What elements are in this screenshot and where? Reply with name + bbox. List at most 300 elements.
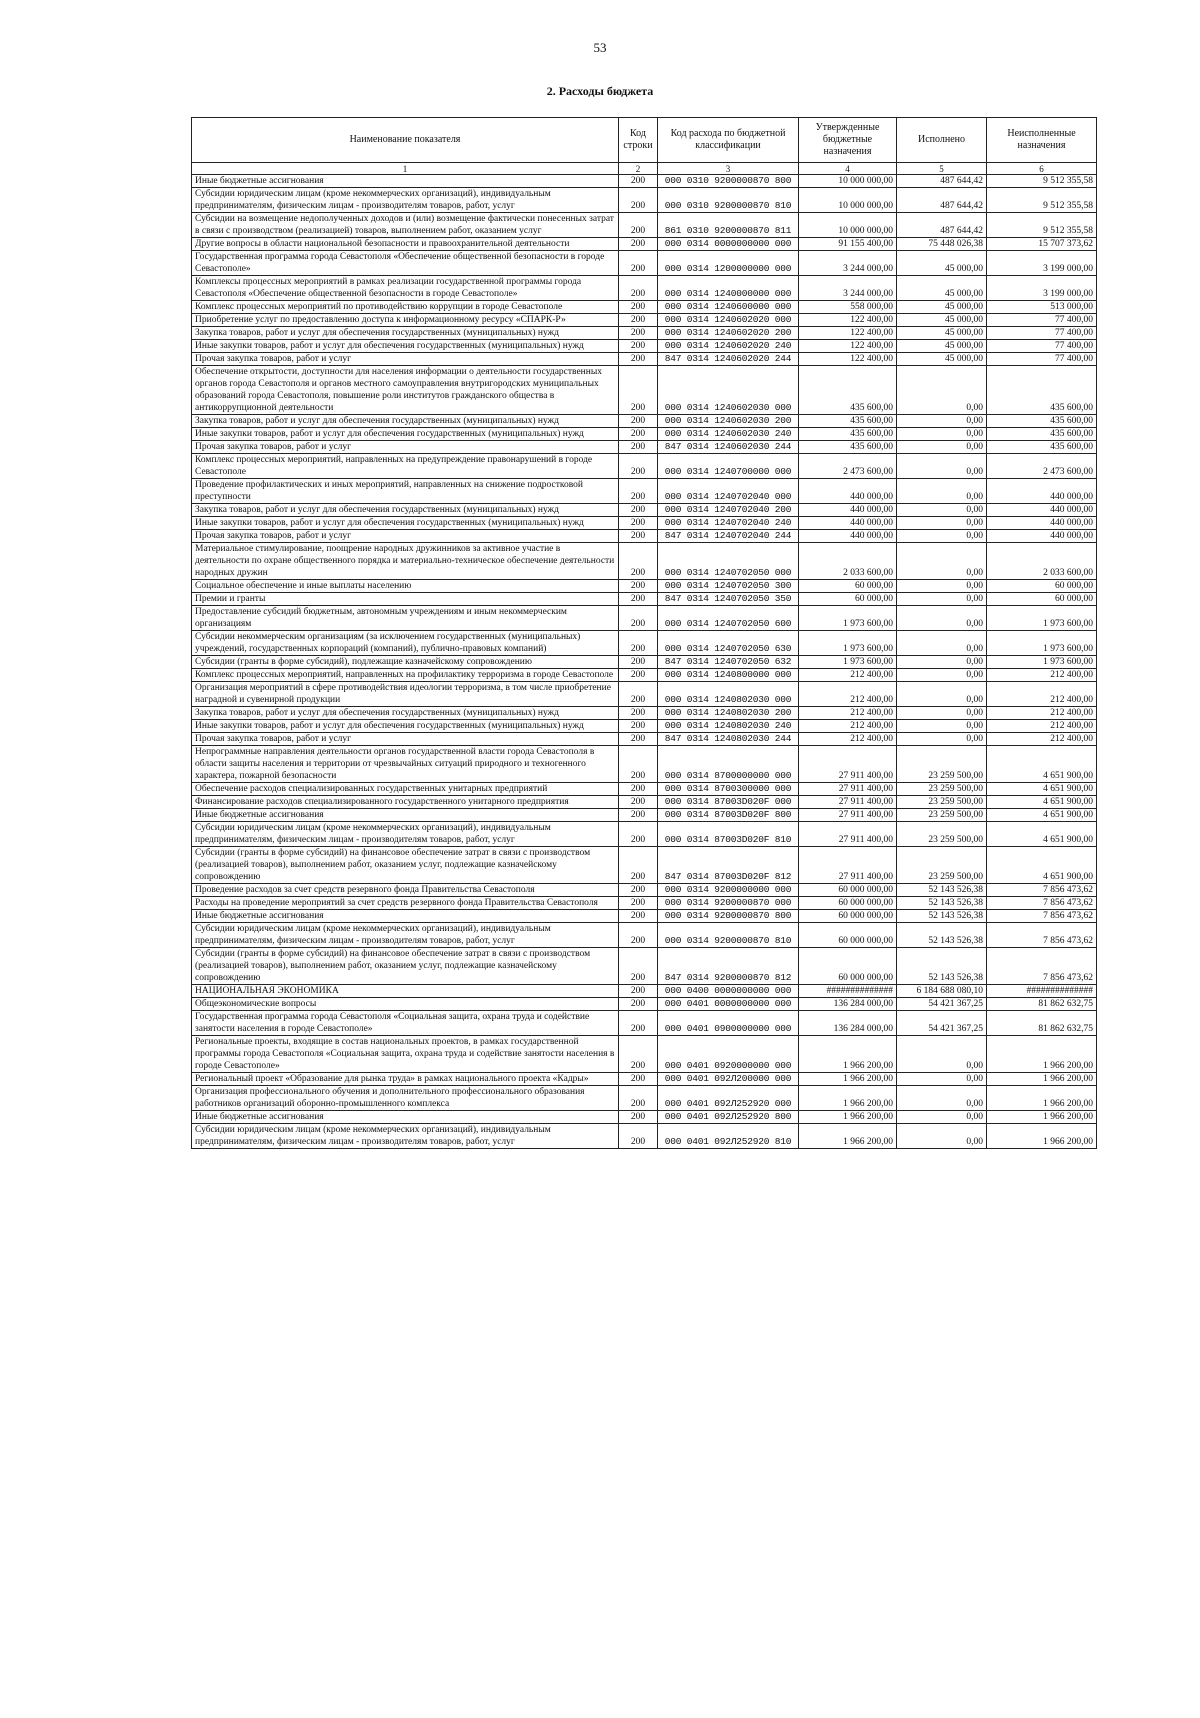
classification-code: 000 0314 1240702040 000 (658, 479, 799, 504)
table-row (192, 809, 1097, 822)
executed-amount: 52 143 526,38 (897, 897, 987, 910)
approved-amount: 91 155 400,00 (799, 238, 897, 251)
approved-amount: 435 600,00 (799, 441, 897, 454)
table-row (192, 340, 1097, 353)
approved-amount: 60 000 000,00 (799, 923, 897, 948)
row-code: 200 (619, 923, 658, 948)
unexecuted-amount: 4 651 900,00 (987, 783, 1097, 796)
approved-amount: 435 600,00 (799, 428, 897, 441)
executed-amount: 45 000,00 (897, 301, 987, 314)
classification-code: 000 0314 1240000000 000 (658, 276, 799, 301)
unexecuted-amount: 60 000,00 (987, 593, 1097, 606)
approved-amount: 60 000 000,00 (799, 884, 897, 897)
table-row (192, 441, 1097, 454)
row-name: Иные закупки товаров, работ и услуг для обеспечения государственных (муниципальных) нужд (192, 428, 619, 441)
approved-amount: 27 911 400,00 (799, 809, 897, 822)
row-code: 200 (619, 340, 658, 353)
table-row (192, 631, 1097, 656)
page-title: 2. Расходы бюджета (546, 84, 654, 98)
unexecuted-amount: 7 856 473,62 (987, 948, 1097, 985)
table-row (192, 656, 1097, 669)
classification-code: 000 0314 9200000870 810 (658, 923, 799, 948)
table-row (192, 314, 1097, 327)
row-name: Прочая закупка товаров, работ и услуг (192, 441, 619, 454)
unexecuted-amount: 440 000,00 (987, 479, 1097, 504)
unexecuted-amount: 60 000,00 (987, 580, 1097, 593)
column-number: 2 (619, 163, 658, 175)
row-code: 200 (619, 606, 658, 631)
table-row (192, 884, 1097, 897)
approved-amount: 122 400,00 (799, 353, 897, 366)
executed-amount: 0,00 (897, 1086, 987, 1111)
classification-code: 000 0401 0000000000 000 (658, 998, 799, 1011)
row-code: 200 (619, 682, 658, 707)
unexecuted-amount: 1 966 200,00 (987, 1124, 1097, 1149)
unexecuted-amount: 212 400,00 (987, 733, 1097, 746)
table-row (192, 948, 1097, 985)
row-code: 200 (619, 998, 658, 1011)
classification-code: 847 0314 1240602030 244 (658, 441, 799, 454)
executed-amount: 0,00 (897, 479, 987, 504)
row-code: 200 (619, 428, 658, 441)
row-code: 200 (619, 517, 658, 530)
row-name: Субсидии некоммерческим организациям (за исключением государственных (муниципальных) учреждений, государственных корпораций (компаний), публично-правовых компаний) (192, 631, 619, 656)
unexecuted-amount: 9 512 355,58 (987, 175, 1097, 188)
unexecuted-amount: 4 651 900,00 (987, 746, 1097, 783)
table-row (192, 1036, 1097, 1073)
row-name: Проведение расходов за счет средств резервного фонда Правительства Севастополя (192, 884, 619, 897)
row-name: Закупка товаров, работ и услуг для обеспечения государственных (муниципальных) нужд (192, 707, 619, 720)
executed-amount: 52 143 526,38 (897, 884, 987, 897)
row-code: 200 (619, 454, 658, 479)
row-code: 200 (619, 631, 658, 656)
approved-amount: 27 911 400,00 (799, 822, 897, 847)
column-number: 3 (658, 163, 799, 175)
executed-amount: 23 259 500,00 (897, 809, 987, 822)
classification-code: 000 0314 1240602020 200 (658, 327, 799, 340)
row-code: 200 (619, 415, 658, 428)
classification-code: 000 0314 1240602030 200 (658, 415, 799, 428)
table-row (192, 1124, 1097, 1149)
row-code: 200 (619, 543, 658, 580)
unexecuted-amount: 2 473 600,00 (987, 454, 1097, 479)
approved-amount: 1 973 600,00 (799, 631, 897, 656)
classification-code: 000 0314 1240600000 000 (658, 301, 799, 314)
classification-code: 847 0314 1240702050 350 (658, 593, 799, 606)
executed-amount: 45 000,00 (897, 251, 987, 276)
classification-code: 000 0314 0000000000 000 (658, 238, 799, 251)
executed-amount: 487 644,42 (897, 188, 987, 213)
classification-code: 000 0314 8700300000 000 (658, 783, 799, 796)
row-name: Субсидии юридическим лицам (кроме некоммерческих организаций), индивидуальным предпринимателям, физическим лицам - производителям товаров, работ, услуг (192, 822, 619, 847)
approved-amount: 1 966 200,00 (799, 1124, 897, 1149)
classification-code: 000 0314 1240702040 200 (658, 504, 799, 517)
unexecuted-amount: 4 651 900,00 (987, 822, 1097, 847)
classification-code: 000 0401 0900000000 000 (658, 1011, 799, 1036)
executed-amount: 0,00 (897, 366, 987, 415)
executed-amount: 487 644,42 (897, 175, 987, 188)
executed-amount: 45 000,00 (897, 276, 987, 301)
approved-amount: 3 244 000,00 (799, 276, 897, 301)
approved-amount: 558 000,00 (799, 301, 897, 314)
classification-code: 847 0314 1240802030 244 (658, 733, 799, 746)
approved-amount: 60 000,00 (799, 593, 897, 606)
table-row (192, 720, 1097, 733)
header-row-code: Код строки (619, 118, 658, 163)
approved-amount: 435 600,00 (799, 415, 897, 428)
table-row (192, 530, 1097, 543)
column-number: 4 (799, 163, 897, 175)
executed-amount: 0,00 (897, 720, 987, 733)
row-code: 200 (619, 847, 658, 884)
classification-code: 000 0310 9200000870 800 (658, 175, 799, 188)
row-name: Субсидии юридическим лицам (кроме некоммерческих организаций), индивидуальным предпринимателям, физическим лицам - производителям товаров, работ, услуг (192, 1124, 619, 1149)
header-unexecuted: Неисполненные назначения (987, 118, 1097, 163)
table-row (192, 428, 1097, 441)
unexecuted-amount: 1 966 200,00 (987, 1036, 1097, 1073)
row-name: Непрограммные направления деятельности органов государственной власти города Севастополя в области защиты населения и территории от чрезвычайных ситуаций природного и техногенного характера, пожарной безопасности (192, 746, 619, 783)
unexecuted-amount: 440 000,00 (987, 530, 1097, 543)
row-code: 200 (619, 985, 658, 998)
table-row (192, 1073, 1097, 1086)
approved-amount: 1 973 600,00 (799, 606, 897, 631)
classification-code: 847 0314 87003D020F 812 (658, 847, 799, 884)
classification-code: 000 0314 1240602020 000 (658, 314, 799, 327)
row-name: Приобретение услуг по предоставлению доступа к информационному ресурсу «СПАРК-Р» (192, 314, 619, 327)
executed-amount: 0,00 (897, 707, 987, 720)
approved-amount: 2 473 600,00 (799, 454, 897, 479)
classification-code: 000 0400 0000000000 000 (658, 985, 799, 998)
executed-amount: 0,00 (897, 1073, 987, 1086)
row-code: 200 (619, 353, 658, 366)
table-row (192, 276, 1097, 301)
unexecuted-amount: 1 973 600,00 (987, 656, 1097, 669)
row-name: Проведение профилактических и иных мероприятий, направленных на снижение подростковой преступности (192, 479, 619, 504)
approved-amount: 60 000 000,00 (799, 948, 897, 985)
executed-amount: 0,00 (897, 733, 987, 746)
row-code: 200 (619, 720, 658, 733)
row-name: Государственная программа города Севастополя «Социальная защита, охрана труда и содействие занятости населения в городе Севастополе» (192, 1011, 619, 1036)
approved-amount: 440 000,00 (799, 530, 897, 543)
classification-code: 000 0314 1240602030 240 (658, 428, 799, 441)
unexecuted-amount: 7 856 473,62 (987, 910, 1097, 923)
row-code: 200 (619, 884, 658, 897)
executed-amount: 23 259 500,00 (897, 783, 987, 796)
row-code: 200 (619, 1111, 658, 1124)
classification-code: 000 0314 1240802030 200 (658, 707, 799, 720)
unexecuted-amount: 3 199 000,00 (987, 276, 1097, 301)
approved-amount: 1 966 200,00 (799, 1111, 897, 1124)
executed-amount: 23 259 500,00 (897, 847, 987, 884)
unexecuted-amount: 7 856 473,62 (987, 897, 1097, 910)
row-name: Закупка товаров, работ и услуг для обеспечения государственных (муниципальных) нужд (192, 327, 619, 340)
row-code: 200 (619, 1086, 658, 1111)
row-code: 200 (619, 301, 658, 314)
unexecuted-amount: 81 862 632,75 (987, 998, 1097, 1011)
approved-amount: 136 284 000,00 (799, 1011, 897, 1036)
row-name: Прочая закупка товаров, работ и услуг (192, 353, 619, 366)
header-executed: Исполнено (897, 118, 987, 163)
row-name: Региональные проекты, входящие в состав национальных проектов, в рамках государственной программы города Севастополя «Социальная защита, охрана труда и содействие занятости населения в городе Севастополе» (192, 1036, 619, 1073)
table-row (192, 783, 1097, 796)
unexecuted-amount: 15 707 373,62 (987, 238, 1097, 251)
classification-code: 847 0314 1240602020 244 (658, 353, 799, 366)
unexecuted-amount: 212 400,00 (987, 682, 1097, 707)
row-name: Субсидии юридическим лицам (кроме некоммерческих организаций), индивидуальным предпринимателям, физическим лицам - производителям товаров, работ, услуг (192, 188, 619, 213)
approved-amount: 1 973 600,00 (799, 656, 897, 669)
table-row (192, 238, 1097, 251)
unexecuted-amount: 1 966 200,00 (987, 1111, 1097, 1124)
executed-amount: 0,00 (897, 631, 987, 656)
classification-code: 000 0314 1240700000 000 (658, 454, 799, 479)
header-row (192, 118, 1097, 163)
row-code: 200 (619, 251, 658, 276)
row-code: 200 (619, 276, 658, 301)
executed-amount: 0,00 (897, 580, 987, 593)
unexecuted-amount: 7 856 473,62 (987, 923, 1097, 948)
budget-expenses-table (191, 117, 1097, 1149)
classification-code: 000 0401 0920000000 000 (658, 1036, 799, 1073)
classification-code: 000 0314 1240702050 000 (658, 543, 799, 580)
table-row (192, 543, 1097, 580)
table-body (192, 175, 1097, 1149)
column-number-row (192, 163, 1097, 175)
executed-amount: 0,00 (897, 530, 987, 543)
unexecuted-amount: 1 973 600,00 (987, 631, 1097, 656)
classification-code: 847 0314 1240702040 244 (658, 530, 799, 543)
row-code: 200 (619, 1011, 658, 1036)
table-row (192, 353, 1097, 366)
table-row (192, 517, 1097, 530)
unexecuted-amount: 212 400,00 (987, 669, 1097, 682)
approved-amount: 435 600,00 (799, 366, 897, 415)
approved-amount: 60 000 000,00 (799, 910, 897, 923)
header-approved: Утвержденные бюджетные назначения (799, 118, 897, 163)
row-name: Иные закупки товаров, работ и услуг для обеспечения государственных (муниципальных) нужд (192, 517, 619, 530)
executed-amount: 0,00 (897, 454, 987, 479)
row-name: Социальное обеспечение и иные выплаты населению (192, 580, 619, 593)
row-name: Обеспечение открытости, доступности для населения информации о деятельности государственных органов города Севастополя и органов местного самоуправления внутригородских муниципальных образований города Севастополя, повышение роли институтов гражданского общества в антикоррупционной деятельности (192, 366, 619, 415)
executed-amount: 52 143 526,38 (897, 910, 987, 923)
table-row (192, 897, 1097, 910)
executed-amount: 0,00 (897, 517, 987, 530)
executed-amount: 0,00 (897, 543, 987, 580)
row-name: Субсидии (гранты в форме субсидий), подлежащие казначейскому сопровождению (192, 656, 619, 669)
row-name: Обеспечение расходов специализированных государственных унитарных предприятий (192, 783, 619, 796)
row-code: 200 (619, 809, 658, 822)
approved-amount: 3 244 000,00 (799, 251, 897, 276)
executed-amount: 0,00 (897, 1124, 987, 1149)
table-row (192, 746, 1097, 783)
approved-amount: 10 000 000,00 (799, 188, 897, 213)
approved-amount: 122 400,00 (799, 314, 897, 327)
table-row (192, 504, 1097, 517)
row-name: Прочая закупка товаров, работ и услуг (192, 530, 619, 543)
column-number: 5 (897, 163, 987, 175)
row-name: Закупка товаров, работ и услуг для обеспечения государственных (муниципальных) нужд (192, 504, 619, 517)
row-code: 200 (619, 314, 658, 327)
table-row (192, 985, 1097, 998)
executed-amount: 23 259 500,00 (897, 822, 987, 847)
executed-amount: 0,00 (897, 606, 987, 631)
unexecuted-amount: 9 512 355,58 (987, 213, 1097, 238)
row-code: 200 (619, 441, 658, 454)
executed-amount: 0,00 (897, 669, 987, 682)
row-code: 200 (619, 783, 658, 796)
approved-amount: 122 400,00 (799, 340, 897, 353)
executed-amount: 0,00 (897, 504, 987, 517)
unexecuted-amount: 4 651 900,00 (987, 847, 1097, 884)
approved-amount: 212 400,00 (799, 707, 897, 720)
row-code: 200 (619, 822, 658, 847)
row-code: 200 (619, 910, 658, 923)
approved-amount: 60 000,00 (799, 580, 897, 593)
row-name: Иные бюджетные ассигнования (192, 1111, 619, 1124)
table-row (192, 1111, 1097, 1124)
row-code: 200 (619, 1124, 658, 1149)
row-name: Комплексы процессных мероприятий в рамках реализации государственной программы города Севастополя «Обеспечение общественной безопасности в городе Севастополе» (192, 276, 619, 301)
row-name: Финансирование расходов специализированного государственного унитарного предприятия (192, 796, 619, 809)
approved-amount: 1 966 200,00 (799, 1036, 897, 1073)
table-row (192, 188, 1097, 213)
unexecuted-amount: 1 966 200,00 (987, 1073, 1097, 1086)
executed-amount: 23 259 500,00 (897, 796, 987, 809)
approved-amount: 1 966 200,00 (799, 1073, 897, 1086)
executed-amount: 0,00 (897, 428, 987, 441)
row-name: Субсидии (гранты в форме субсидий) на финансовое обеспечение затрат в связи с производством (реализацией товаров), выполнением работ, оказанием услуг, подлежащие казначейскому сопровождению (192, 948, 619, 985)
approved-amount: 212 400,00 (799, 682, 897, 707)
executed-amount: 54 421 367,25 (897, 998, 987, 1011)
row-name: Организация профессионального обучения и дополнительного профессионального образования работников организаций оборонно-промышленного комплекса (192, 1086, 619, 1111)
row-code: 200 (619, 897, 658, 910)
unexecuted-amount: 3 199 000,00 (987, 251, 1097, 276)
approved-amount: 440 000,00 (799, 479, 897, 504)
classification-code: 847 0314 9200000870 812 (658, 948, 799, 985)
executed-amount: 487 644,42 (897, 213, 987, 238)
executed-amount: 45 000,00 (897, 314, 987, 327)
classification-code: 000 0314 1240802030 000 (658, 682, 799, 707)
row-code: 200 (619, 530, 658, 543)
table-row (192, 1011, 1097, 1036)
table-row (192, 796, 1097, 809)
approved-amount: 10 000 000,00 (799, 175, 897, 188)
column-number: 1 (192, 163, 619, 175)
unexecuted-amount: 77 400,00 (987, 314, 1097, 327)
approved-amount: ############## (799, 985, 897, 998)
row-code: 200 (619, 707, 658, 720)
table-row (192, 327, 1097, 340)
row-name: Иные закупки товаров, работ и услуг для обеспечения государственных (муниципальных) нужд (192, 720, 619, 733)
row-name: Иные бюджетные ассигнования (192, 809, 619, 822)
table-row (192, 301, 1097, 314)
classification-code: 000 0401 092Л252920 000 (658, 1086, 799, 1111)
approved-amount: 1 966 200,00 (799, 1086, 897, 1111)
executed-amount: 75 448 026,38 (897, 238, 987, 251)
row-code: 200 (619, 479, 658, 504)
row-code: 200 (619, 238, 658, 251)
classification-code: 000 0314 1200000000 000 (658, 251, 799, 276)
approved-amount: 2 033 600,00 (799, 543, 897, 580)
table-row (192, 606, 1097, 631)
row-code: 200 (619, 948, 658, 985)
row-name: Другие вопросы в области национальной безопасности и правоохранительной деятельности (192, 238, 619, 251)
unexecuted-amount: 440 000,00 (987, 504, 1097, 517)
approved-amount: 122 400,00 (799, 327, 897, 340)
row-name: НАЦИОНАЛЬНАЯ ЭКОНОМИКА (192, 985, 619, 998)
row-name: Материальное стимулирование, поощрение народных дружинников за активное участие в деятельности по охране общественного порядка и материально-техническое обеспечение деятельности народных дружин (192, 543, 619, 580)
classification-code: 000 0314 9200000000 000 (658, 884, 799, 897)
row-name: Региональный проект «Образование для рынка труда» в рамках национального проекта «Кадры» (192, 1073, 619, 1086)
approved-amount: 440 000,00 (799, 504, 897, 517)
row-code: 200 (619, 669, 658, 682)
unexecuted-amount: 1 966 200,00 (987, 1086, 1097, 1111)
row-code: 200 (619, 504, 658, 517)
row-name: Комплекс процессных мероприятий по противодействию коррупции в городе Севастополе (192, 301, 619, 314)
row-code: 200 (619, 796, 658, 809)
row-code: 200 (619, 1073, 658, 1086)
classification-code: 000 0314 1240800000 000 (658, 669, 799, 682)
table-row (192, 998, 1097, 1011)
row-name: Закупка товаров, работ и услуг для обеспечения государственных (муниципальных) нужд (192, 415, 619, 428)
executed-amount: 0,00 (897, 415, 987, 428)
table-row (192, 415, 1097, 428)
row-name: Государственная программа города Севастополя «Обеспечение общественной безопасности в городе Севастополе» (192, 251, 619, 276)
approved-amount: 27 911 400,00 (799, 796, 897, 809)
classification-code: 861 0310 9200000870 811 (658, 213, 799, 238)
classification-code: 847 0314 1240702050 632 (658, 656, 799, 669)
executed-amount: 52 143 526,38 (897, 948, 987, 985)
table-row (192, 251, 1097, 276)
unexecuted-amount: 435 600,00 (987, 441, 1097, 454)
row-name: Иные бюджетные ассигнования (192, 910, 619, 923)
table-row (192, 733, 1097, 746)
executed-amount: 0,00 (897, 593, 987, 606)
row-code: 200 (619, 213, 658, 238)
unexecuted-amount: 4 651 900,00 (987, 809, 1097, 822)
page-number: 53 (593, 40, 607, 55)
table-row (192, 669, 1097, 682)
classification-code: 000 0314 1240702050 630 (658, 631, 799, 656)
approved-amount: 60 000 000,00 (799, 897, 897, 910)
row-name: Субсидии на возмещение недополученных доходов и (или) возмещение фактически понесенных затрат в связи с производством (реализацией) товаров, выполнением работ, оказанием услуг (192, 213, 619, 238)
executed-amount: 0,00 (897, 1036, 987, 1073)
table-row (192, 707, 1097, 720)
header-class-code: Код расхода по бюджетной классификации (658, 118, 799, 163)
approved-amount: 27 911 400,00 (799, 746, 897, 783)
classification-code: 000 0401 092Л252920 800 (658, 1111, 799, 1124)
unexecuted-amount: 77 400,00 (987, 327, 1097, 340)
executed-amount: 0,00 (897, 682, 987, 707)
classification-code: 000 0310 9200000870 810 (658, 188, 799, 213)
executed-amount: 54 421 367,25 (897, 1011, 987, 1036)
column-number: 6 (987, 163, 1097, 175)
table-row (192, 366, 1097, 415)
table-row (192, 923, 1097, 948)
classification-code: 000 0314 1240702040 240 (658, 517, 799, 530)
classification-code: 000 0314 1240702050 300 (658, 580, 799, 593)
executed-amount: 0,00 (897, 441, 987, 454)
row-code: 200 (619, 327, 658, 340)
unexecuted-amount: 440 000,00 (987, 517, 1097, 530)
classification-code: 000 0314 87003D020F 800 (658, 809, 799, 822)
row-name: Субсидии юридическим лицам (кроме некоммерческих организаций), индивидуальным предпринимателям, физическим лицам - производителям товаров, работ, услуг (192, 923, 619, 948)
table-row (192, 213, 1097, 238)
table-row (192, 910, 1097, 923)
row-code: 200 (619, 366, 658, 415)
row-code: 200 (619, 593, 658, 606)
row-name: Комплекс процессных мероприятий, направленных на предупреждение правонарушений в городе Севастополе (192, 454, 619, 479)
approved-amount: 27 911 400,00 (799, 847, 897, 884)
